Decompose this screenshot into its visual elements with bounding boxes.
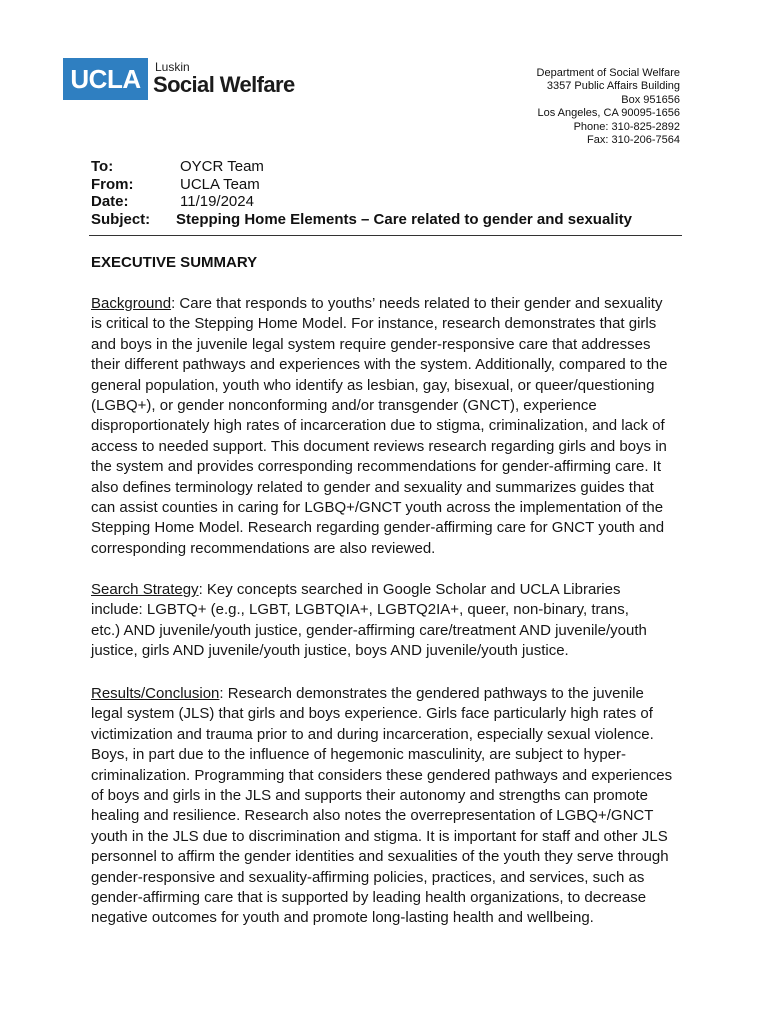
paragraph-line: healing and resilience. Research also notes the overrepresentation of LGBQ+/GNCT xyxy=(91,807,654,825)
paragraph-line: justice, girls AND juvenile/youth justice, boys AND juvenile/youth justice. xyxy=(91,642,569,660)
address-line: Box 951656 xyxy=(621,93,680,106)
paragraph-line: youth in the JLS due to discrimination and stigma. It is important for staff and other JLS xyxy=(91,827,668,845)
memo-from-label: From: xyxy=(91,175,134,193)
paragraph-line: include: LGBTQ+ (e.g., LGBT, LGBTQIA+, LGBTQ2IA+, queer, non-binary, trans, xyxy=(91,601,629,619)
executive-summary-heading: EXECUTIVE SUMMARY xyxy=(91,254,258,271)
paragraph-line: gender-responsive and sexuality-affirming policies, practices, and services, such as xyxy=(91,868,645,886)
paragraph-line: and boys in the juvenile legal system require gender-responsive care that addresses xyxy=(91,335,651,353)
paragraph-line: their different pathways and experiences with the system. Additionally, compared to the xyxy=(91,356,668,374)
paragraph-line: etc.) AND juvenile/youth justice, gender-affirming care/treatment AND juvenile/youth xyxy=(91,621,647,639)
paragraph-line: Stepping Home Model. Research regarding gender-affirming care for GNCT youth and xyxy=(91,519,665,537)
line-text: : Care that responds to youths’ needs related to their gender and sexuality xyxy=(171,295,663,312)
paragraph-line: access to needed support. This document reviews research regarding girls and boys in xyxy=(91,437,667,455)
memo-subject-value: Stepping Home Elements – Care related to gender and sexuality xyxy=(176,210,632,228)
section-label: Search Strategy xyxy=(91,581,199,598)
paragraph-line: personnel to affirm the gender identities and sexualities of the youth they serve through xyxy=(91,848,669,866)
paragraph-line: criminalization. Programming that considers these gendered pathways and experiences xyxy=(91,766,673,784)
memo-to-value: OYCR Team xyxy=(180,158,264,175)
results-conclusion-paragraph xyxy=(91,684,683,929)
line-text: : Research demonstrates the gendered pathways to the juvenile xyxy=(219,685,644,702)
background-paragraph xyxy=(91,294,683,559)
memo-from-value: UCLA Team xyxy=(180,175,260,193)
paragraph-line: disproportionately high rates of incarceration due to stigma, criminalization, and lack of xyxy=(91,417,665,435)
address-line: Phone: 310-825-2892 xyxy=(573,120,680,133)
address-line: Los Angeles, CA 90095-1656 xyxy=(537,107,680,120)
paragraph-line: legal system (JLS) that girls and boys experience. Girls face particularly high rates of xyxy=(91,705,653,723)
section-label: Background xyxy=(91,295,172,312)
line-text: : Key concepts searched in Google Scholar and UCLA Libraries xyxy=(198,581,621,598)
address-line: 3357 Public Affairs Building xyxy=(546,80,680,93)
search-strategy-paragraph xyxy=(91,580,683,662)
header-divider xyxy=(89,235,682,236)
logo-luskin: Luskin xyxy=(155,60,190,74)
paragraph-line: the system and provides corresponding recommendations for gender-affirming care. It xyxy=(91,458,662,476)
paragraph-line: gender-affirming care that is supported by leading health organizations, to decrease xyxy=(91,889,647,907)
paragraph-line xyxy=(91,294,683,314)
paragraph-line xyxy=(91,684,683,704)
memo-date-label: Date: xyxy=(91,193,129,210)
department-address xyxy=(537,67,680,147)
memo-subject-label: Subject: xyxy=(91,210,151,228)
paragraph-line xyxy=(91,580,683,600)
logo-social-welfare: Social Welfare xyxy=(153,72,295,97)
ucla-logo: UCLA xyxy=(63,58,148,100)
paragraph-line: of boys and girls in the JLS and supports their autonomy and strengths can promote xyxy=(91,787,648,805)
memo-to-label: To: xyxy=(91,158,114,175)
paragraph-line: corresponding recommendations are also reviewed. xyxy=(91,539,436,557)
paragraph-line: is critical to the Stepping Home Model. For instance, research demonstrates that girls xyxy=(91,315,657,333)
paragraph-line: victimization and trauma prior to and during incarceration, especially sexual violence. xyxy=(91,725,654,743)
paragraph-line: also defines terminology related to gender and sexuality and summarizes guides that xyxy=(91,478,654,496)
section-label: Results/Conclusion xyxy=(91,685,220,702)
paragraph-line: Boys, in part due to the influence of hegemonic masculinity, are subject to hyper- xyxy=(91,746,627,764)
memo-date-value: 11/19/2024 xyxy=(180,193,254,210)
paragraph-line: general population, youth who identify as lesbian, gay, bisexual, or queer/questioning xyxy=(91,376,655,394)
paragraph-line: negative outcomes for youth and promote long-lasting health and wellbeing. xyxy=(91,909,594,927)
address-line: Fax: 310-206-7564 xyxy=(587,134,680,147)
paragraph-line: (LGBQ+), or gender nonconforming and/or transgender (GNCT), experience xyxy=(91,397,597,415)
address-line: Department of Social Welfare xyxy=(536,67,680,79)
paragraph-line: can assist counties in caring for LGBQ+/GNCT youth across the implementation of the xyxy=(91,499,664,517)
